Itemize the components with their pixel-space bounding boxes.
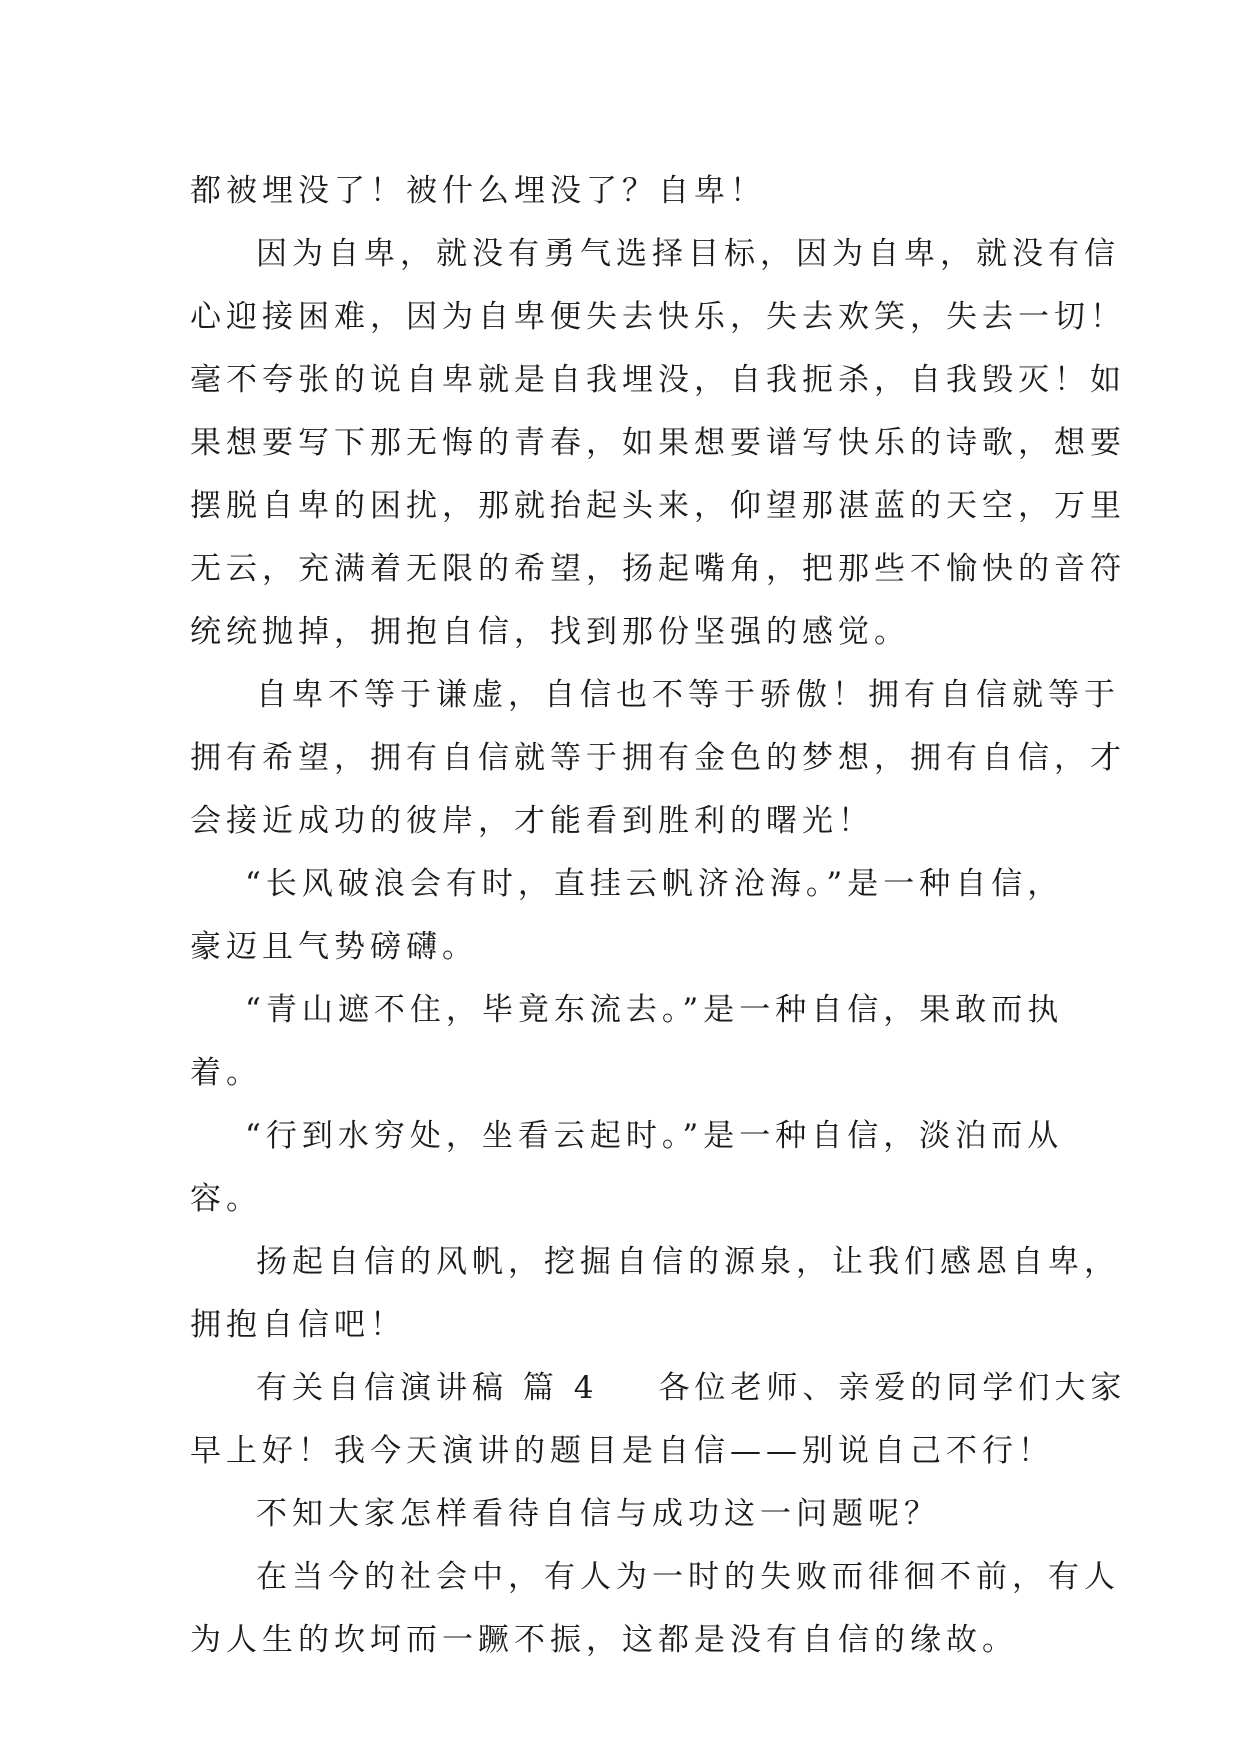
- section-heading: 有关自信演讲稿 篇 4: [256, 1370, 599, 1406]
- text-line: 会接近成功的彼岸，才能看到胜利的曙光！: [190, 803, 874, 839]
- text-line: 为人生的坎坷而一蹶不振，这都是没有自信的缘故。: [190, 1622, 1018, 1658]
- text-line: 统统抛掉，拥抱自信，找到那份坚强的感觉。: [190, 614, 910, 650]
- text-line: 毫不夸张的说自卑就是自我埋没，自我扼杀，自我毁灭！如: [190, 362, 1126, 398]
- text-line: 着。: [190, 1055, 262, 1091]
- quote-line: “长风破浪会有时，直挂云帆济沧海。”是一种自信，: [245, 866, 1064, 902]
- text-line: 摆脱自卑的困扰，那就抬起头来，仰望那湛蓝的天空，万里: [190, 488, 1126, 524]
- paragraph-first-line: 因为自卑，就没有勇气选择目标，因为自卑，就没有信: [256, 236, 1120, 272]
- paragraph-first-line: 在当今的社会中，有人为一时的失败而徘徊不前，有人: [256, 1559, 1120, 1595]
- text-line: 拥抱自信吧！: [190, 1307, 406, 1343]
- text-line: 心迎接困难，因为自卑便失去快乐，失去欢笑，失去一切！: [190, 299, 1126, 335]
- text-line: 无云，充满着无限的希望，扬起嘴角，把那些不愉快的音符: [190, 551, 1126, 587]
- text-line: 拥有希望，拥有自信就等于拥有金色的梦想，拥有自信，才: [190, 740, 1126, 776]
- paragraph-first-line: 自卑不等于谦虚，自信也不等于骄傲！拥有自信就等于: [256, 677, 1120, 713]
- quote-line: “行到水穷处，坐看云起时。”是一种自信，淡泊而从: [245, 1118, 1064, 1154]
- quote-line: “青山遮不住，毕竟东流去。”是一种自信，果敢而执: [245, 992, 1064, 1028]
- text-line: 早上好！我今天演讲的题目是自信——别说自己不行！: [190, 1433, 1054, 1469]
- paragraph-first-line: 不知大家怎样看待自信与成功这一问题呢？: [256, 1496, 940, 1532]
- text-line: 容。: [190, 1181, 262, 1217]
- body-text: [190, 160, 1127, 1672]
- text-line: 豪迈且气势磅礴。: [190, 929, 478, 965]
- section-heading-line: [190, 1357, 1127, 1420]
- paragraph-first-line: 扬起自信的风帆，挖掘自信的源泉，让我们感恩自卑，: [256, 1244, 1120, 1280]
- text-line: 果想要写下那无悔的青春，如果想要谱写快乐的诗歌，想要: [190, 425, 1126, 461]
- speech-opening: 各位老师、亲爱的同学们大家: [658, 1370, 1127, 1406]
- text-line: 都被埋没了！被什么埋没了？自卑！: [190, 173, 766, 209]
